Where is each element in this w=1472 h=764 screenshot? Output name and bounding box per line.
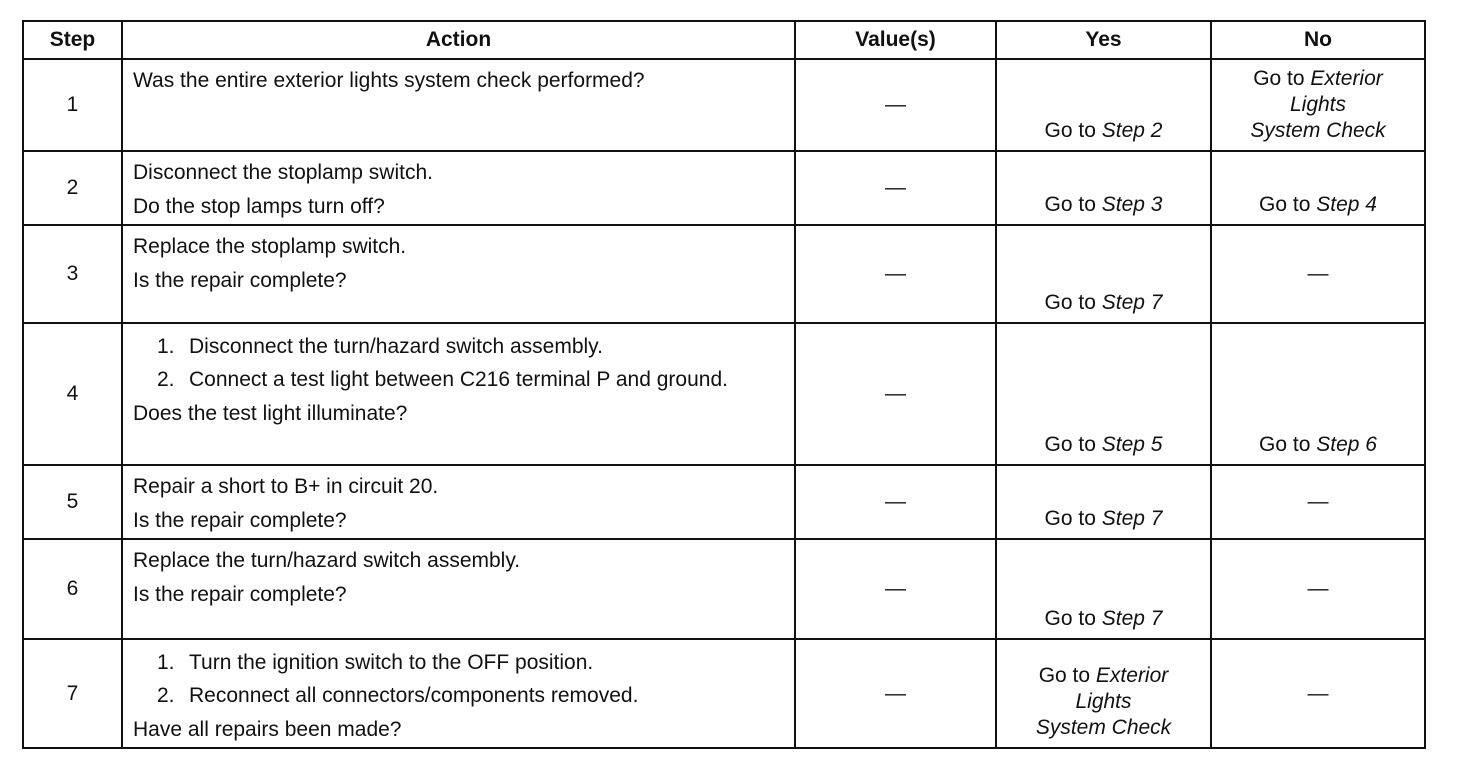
goto-target: Step 2 <box>1101 119 1163 142</box>
action-cell <box>122 465 795 539</box>
goto-prefix: Go to <box>1038 664 1091 687</box>
value-cell: — <box>795 539 996 639</box>
list-number: 2. <box>157 368 175 391</box>
step-list <box>133 650 786 709</box>
yes-cell <box>996 539 1211 639</box>
no-cell: — <box>1211 465 1425 539</box>
list-number: 1. <box>157 651 175 674</box>
step-number: 3 <box>23 225 122 323</box>
value-cell: — <box>795 59 996 151</box>
table-row <box>23 151 1425 225</box>
goto-prefix: Go to <box>1044 507 1096 530</box>
goto-target: Exterior <box>1095 664 1169 687</box>
list-item <box>133 683 786 709</box>
action-text: Disconnect the stoplamp switch. <box>133 161 433 184</box>
goto-target: Step 4 <box>1316 193 1377 216</box>
goto-prefix: Go to <box>1044 119 1096 142</box>
goto-prefix: Go to <box>1044 607 1096 630</box>
list-number: 2. <box>157 684 175 707</box>
table-row <box>23 225 1425 323</box>
action-question: Does the test light illuminate? <box>133 402 408 425</box>
diagnostic-table <box>22 20 1426 749</box>
header-no: No <box>1211 21 1425 59</box>
list-text: Disconnect the turn/hazard switch assembly. <box>189 335 603 358</box>
no-cell: — <box>1211 225 1425 323</box>
table-row <box>23 465 1425 539</box>
goto-prefix: Go to <box>1259 193 1311 216</box>
goto-target: Step 6 <box>1316 433 1377 456</box>
action-question: Is the repair complete? <box>133 583 347 606</box>
step-number: 2 <box>23 151 122 225</box>
value-cell: — <box>795 323 996 465</box>
action-cell <box>122 151 795 225</box>
yes-cell <box>996 465 1211 539</box>
list-item <box>133 367 786 393</box>
no-cell <box>1211 59 1425 151</box>
action-question: Is the repair complete? <box>133 509 347 532</box>
action-cell <box>122 639 795 748</box>
action-cell <box>122 539 795 639</box>
yes-cell <box>996 59 1211 151</box>
goto-target: Step 3 <box>1101 193 1163 216</box>
yes-cell <box>996 323 1211 465</box>
list-item <box>133 650 786 676</box>
action-question: Is the repair complete? <box>133 269 347 292</box>
action-question: Have all repairs been made? <box>133 718 402 741</box>
goto-target: Exterior <box>1310 67 1383 90</box>
value-cell: — <box>795 465 996 539</box>
goto-prefix: Go to <box>1044 291 1096 314</box>
header-row <box>23 21 1425 59</box>
goto-prefix: Go to <box>1044 193 1096 216</box>
goto-prefix: Go to <box>1253 67 1305 90</box>
action-question: Do the stop lamps turn off? <box>133 195 385 218</box>
goto-target: System Check <box>1250 119 1386 142</box>
action-text: Replace the stoplamp switch. <box>133 235 407 258</box>
goto-prefix: Go to <box>1259 433 1311 456</box>
goto-target: Step 7 <box>1101 607 1163 630</box>
list-text: Connect a test light between C216 terminal P and ground. <box>189 368 728 391</box>
step-number: 1 <box>23 59 122 151</box>
header-values: Value(s) <box>795 21 996 59</box>
list-text: Reconnect all connectors/components removed. <box>189 684 639 707</box>
list-number: 1. <box>157 335 175 358</box>
header-action: Action <box>122 21 795 59</box>
no-cell <box>1211 151 1425 225</box>
value-cell: — <box>795 225 996 323</box>
no-cell: — <box>1211 539 1425 639</box>
action-cell <box>122 225 795 323</box>
header-yes: Yes <box>996 21 1211 59</box>
table-row <box>23 639 1425 748</box>
goto-target: Lights <box>1075 690 1132 713</box>
goto-target: System Check <box>1035 716 1172 739</box>
action-cell <box>122 323 795 465</box>
yes-cell <box>996 151 1211 225</box>
list-item <box>133 334 786 360</box>
step-list <box>133 334 786 393</box>
goto-target: Step 5 <box>1101 433 1163 456</box>
goto-target: Step 7 <box>1101 291 1163 314</box>
step-number: 4 <box>23 323 122 465</box>
value-cell: — <box>795 151 996 225</box>
yes-cell <box>996 225 1211 323</box>
step-number: 6 <box>23 539 122 639</box>
table-row <box>23 323 1425 465</box>
header-step: Step <box>23 21 122 59</box>
action-cell <box>122 59 795 151</box>
goto-prefix: Go to <box>1044 433 1096 456</box>
table-row <box>23 539 1425 639</box>
goto-target: Step 7 <box>1101 507 1163 530</box>
value-cell: — <box>795 639 996 748</box>
action-text: Repair a short to B+ in circuit 20. <box>133 475 439 498</box>
action-text: Was the entire exterior lights system check performed? <box>133 69 645 92</box>
no-cell <box>1211 323 1425 465</box>
step-number: 7 <box>23 639 122 748</box>
no-cell: — <box>1211 639 1425 748</box>
action-text: Replace the turn/hazard switch assembly. <box>133 549 521 572</box>
goto-target: Lights <box>1289 93 1347 116</box>
list-text: Turn the ignition switch to the OFF position. <box>189 651 594 674</box>
yes-cell <box>996 639 1211 748</box>
table-row <box>23 59 1425 151</box>
step-number: 5 <box>23 465 122 539</box>
